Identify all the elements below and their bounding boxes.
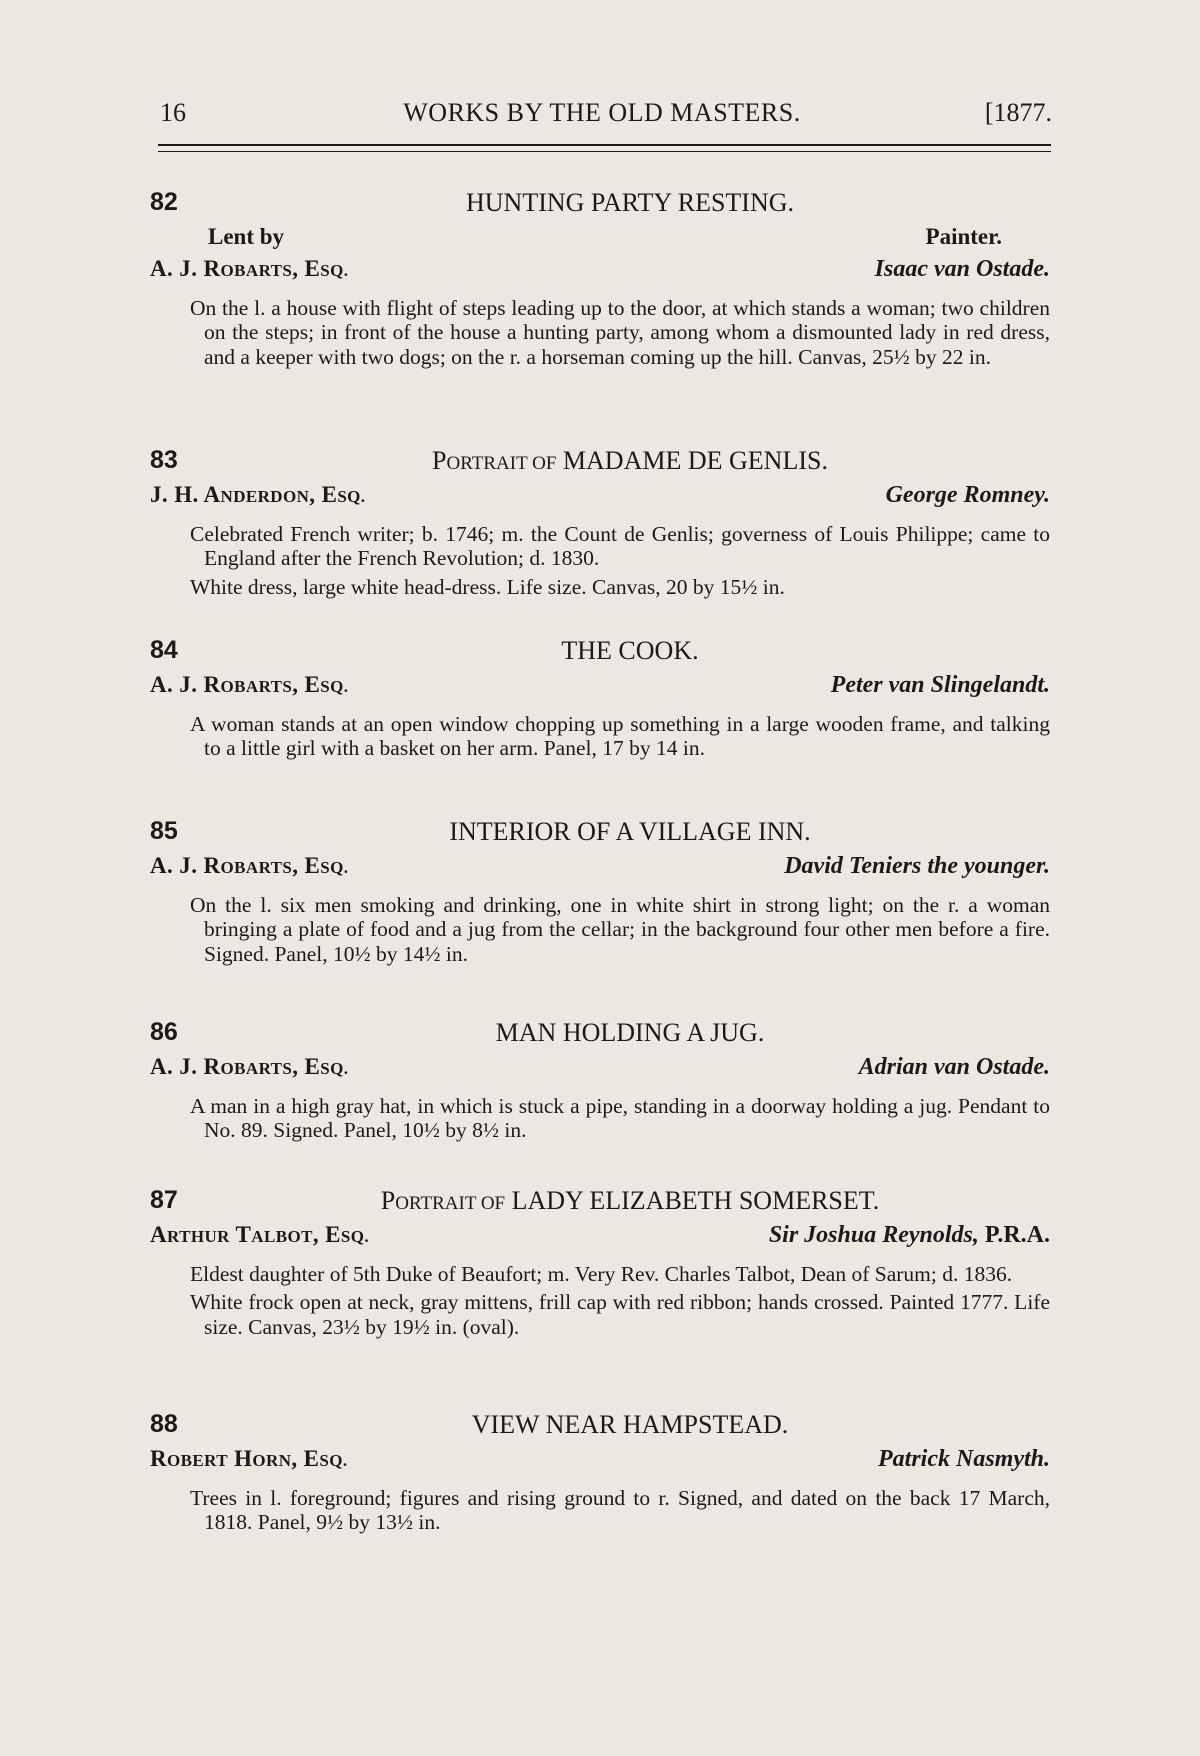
entry-title (210, 1018, 1050, 1048)
entry-description: Eldest daughter of 5th Duke of Beaufort; m. Very Rev. Charles Talbot, Dean of Sarum; d. 1836. (190, 1262, 1013, 1286)
painter-name: Patrick Nasmyth. (878, 1446, 1050, 1472)
page-number: 16 (160, 98, 186, 127)
entry-title (210, 817, 1050, 847)
title-text: HUNTING PARTY RESTING. (465, 188, 795, 217)
painter-name: David Teniers the younger. (784, 853, 1050, 879)
lender: J. H. ANDERDON, ESQ. (150, 482, 366, 507)
entry-description-2: White dress, large white head-dress. Life size. Canvas, 20 by 15½ in. (190, 574, 785, 599)
entry-title (210, 188, 1050, 218)
entry-title (210, 636, 1050, 666)
lent-by-heading: Lent by (208, 224, 285, 249)
lender: A. J. ROBARTS, ESQ. (150, 853, 349, 878)
catalogue-entry-82 (150, 188, 1050, 369)
entry-description: A man in a high gray hat, in which is stuck a pipe, standing in a doorway holding a jug. Pendant to No. 89. Signed. Panel, 10½ by 8½ in. (190, 1094, 1050, 1143)
title-text: MADAME DE GENLIS. (562, 446, 828, 475)
painter-name: Adrian van Ostade. (858, 1054, 1050, 1080)
lender: A. J. ROBARTS, ESQ. (150, 256, 349, 281)
catalogue-entry-88 (150, 1410, 1050, 1535)
painter-name: Isaac van Ostade. (874, 256, 1050, 282)
title-text: THE COOK. (561, 636, 699, 665)
catalogue-entry-85 (150, 817, 1050, 966)
entry-description: On the l. a house with flight of steps leading up to the door, at which stands a woman; two children on the steps; in front of the house a hunting party, among whom a dismounted lady in red dress, and a keeper with two dogs; on the r. a horseman coming up the hill. Canvas, 25½ by 22 in. (190, 296, 1050, 369)
lender: A. J. ROBARTS, ESQ. (150, 672, 349, 697)
running-head (152, 98, 1052, 134)
entry-number: 86 (150, 1018, 178, 1046)
lender: ROBERT HORN, ESQ. (150, 1446, 348, 1471)
entry-description-2: White frock open at neck, gray mittens, frill cap with red ribbon; hands crossed. Painted 1777. Life size. Canvas, 23½ by 19½ in. (oval). (190, 1290, 1050, 1339)
header-rule (158, 144, 1051, 146)
painter-name: Sir Joshua Reynolds, P.R.A. (768, 1222, 1050, 1248)
catalogue-entry-84 (150, 636, 1050, 761)
entry-description: A woman stands at an open window chopping up something in a large wooden frame, and talking to a little girl with a basket on her arm. Panel, 17 by 14 in. (190, 712, 1050, 761)
entry-number: 87 (150, 1186, 178, 1214)
entry-description: Trees in l. foreground; figures and rising ground to r. Signed, and dated on the back 17 March, 1818. Panel, 9½ by 13½ in. (190, 1486, 1050, 1535)
column-heads (150, 224, 1050, 256)
title-text: VIEW NEAR HAMPSTEAD. (471, 1410, 789, 1439)
entry-number: 83 (150, 446, 178, 474)
running-title: WORKS BY THE OLD MASTERS. (403, 98, 801, 127)
painter-name: Peter van Slingelandt. (830, 672, 1050, 698)
lender: A. J. ROBARTS, ESQ. (150, 1054, 349, 1079)
header-rule-thin (158, 151, 1051, 152)
title-text: INTERIOR OF A VILLAGE INN. (449, 817, 811, 846)
title-text: MAN HOLDING A JUG. (495, 1018, 765, 1047)
painter-heading: Painter. (925, 224, 1002, 249)
catalogue-entry-83 (150, 446, 1050, 599)
entry-number: 88 (150, 1410, 178, 1438)
running-year: [1877. (984, 98, 1052, 127)
entry-title (210, 1410, 1050, 1440)
catalogue-entry-87 (150, 1186, 1050, 1339)
entry-number: 82 (150, 188, 178, 216)
title-text: LADY ELIZABETH SOMERSET. (511, 1186, 880, 1215)
entry-title: PORTRAIT OF LADY ELIZABETH SOMERSET. (380, 1186, 880, 1215)
entry-number: 85 (150, 817, 178, 845)
entry-description: On the l. six men smoking and drinking, one in white shirt in strong light; on the r. a woman bringing a plate of food and a jug from the cellar; in the background four other men before a fire. Signed. Panel, 10½ by 14½ in. (190, 893, 1050, 966)
lender: ARTHUR TALBOT, ESQ. (150, 1222, 370, 1247)
catalogue-entry-86 (150, 1018, 1050, 1143)
entry-number: 84 (150, 636, 178, 664)
entry-description: Celebrated French writer; b. 1746; m. the Count de Genlis; governess of Louis Philippe; came to England after the French Revolution; d. 1830. (190, 522, 1050, 571)
painter-name: George Romney. (885, 482, 1050, 508)
entry-title: PORTRAIT OF MADAME DE GENLIS. (432, 446, 828, 475)
